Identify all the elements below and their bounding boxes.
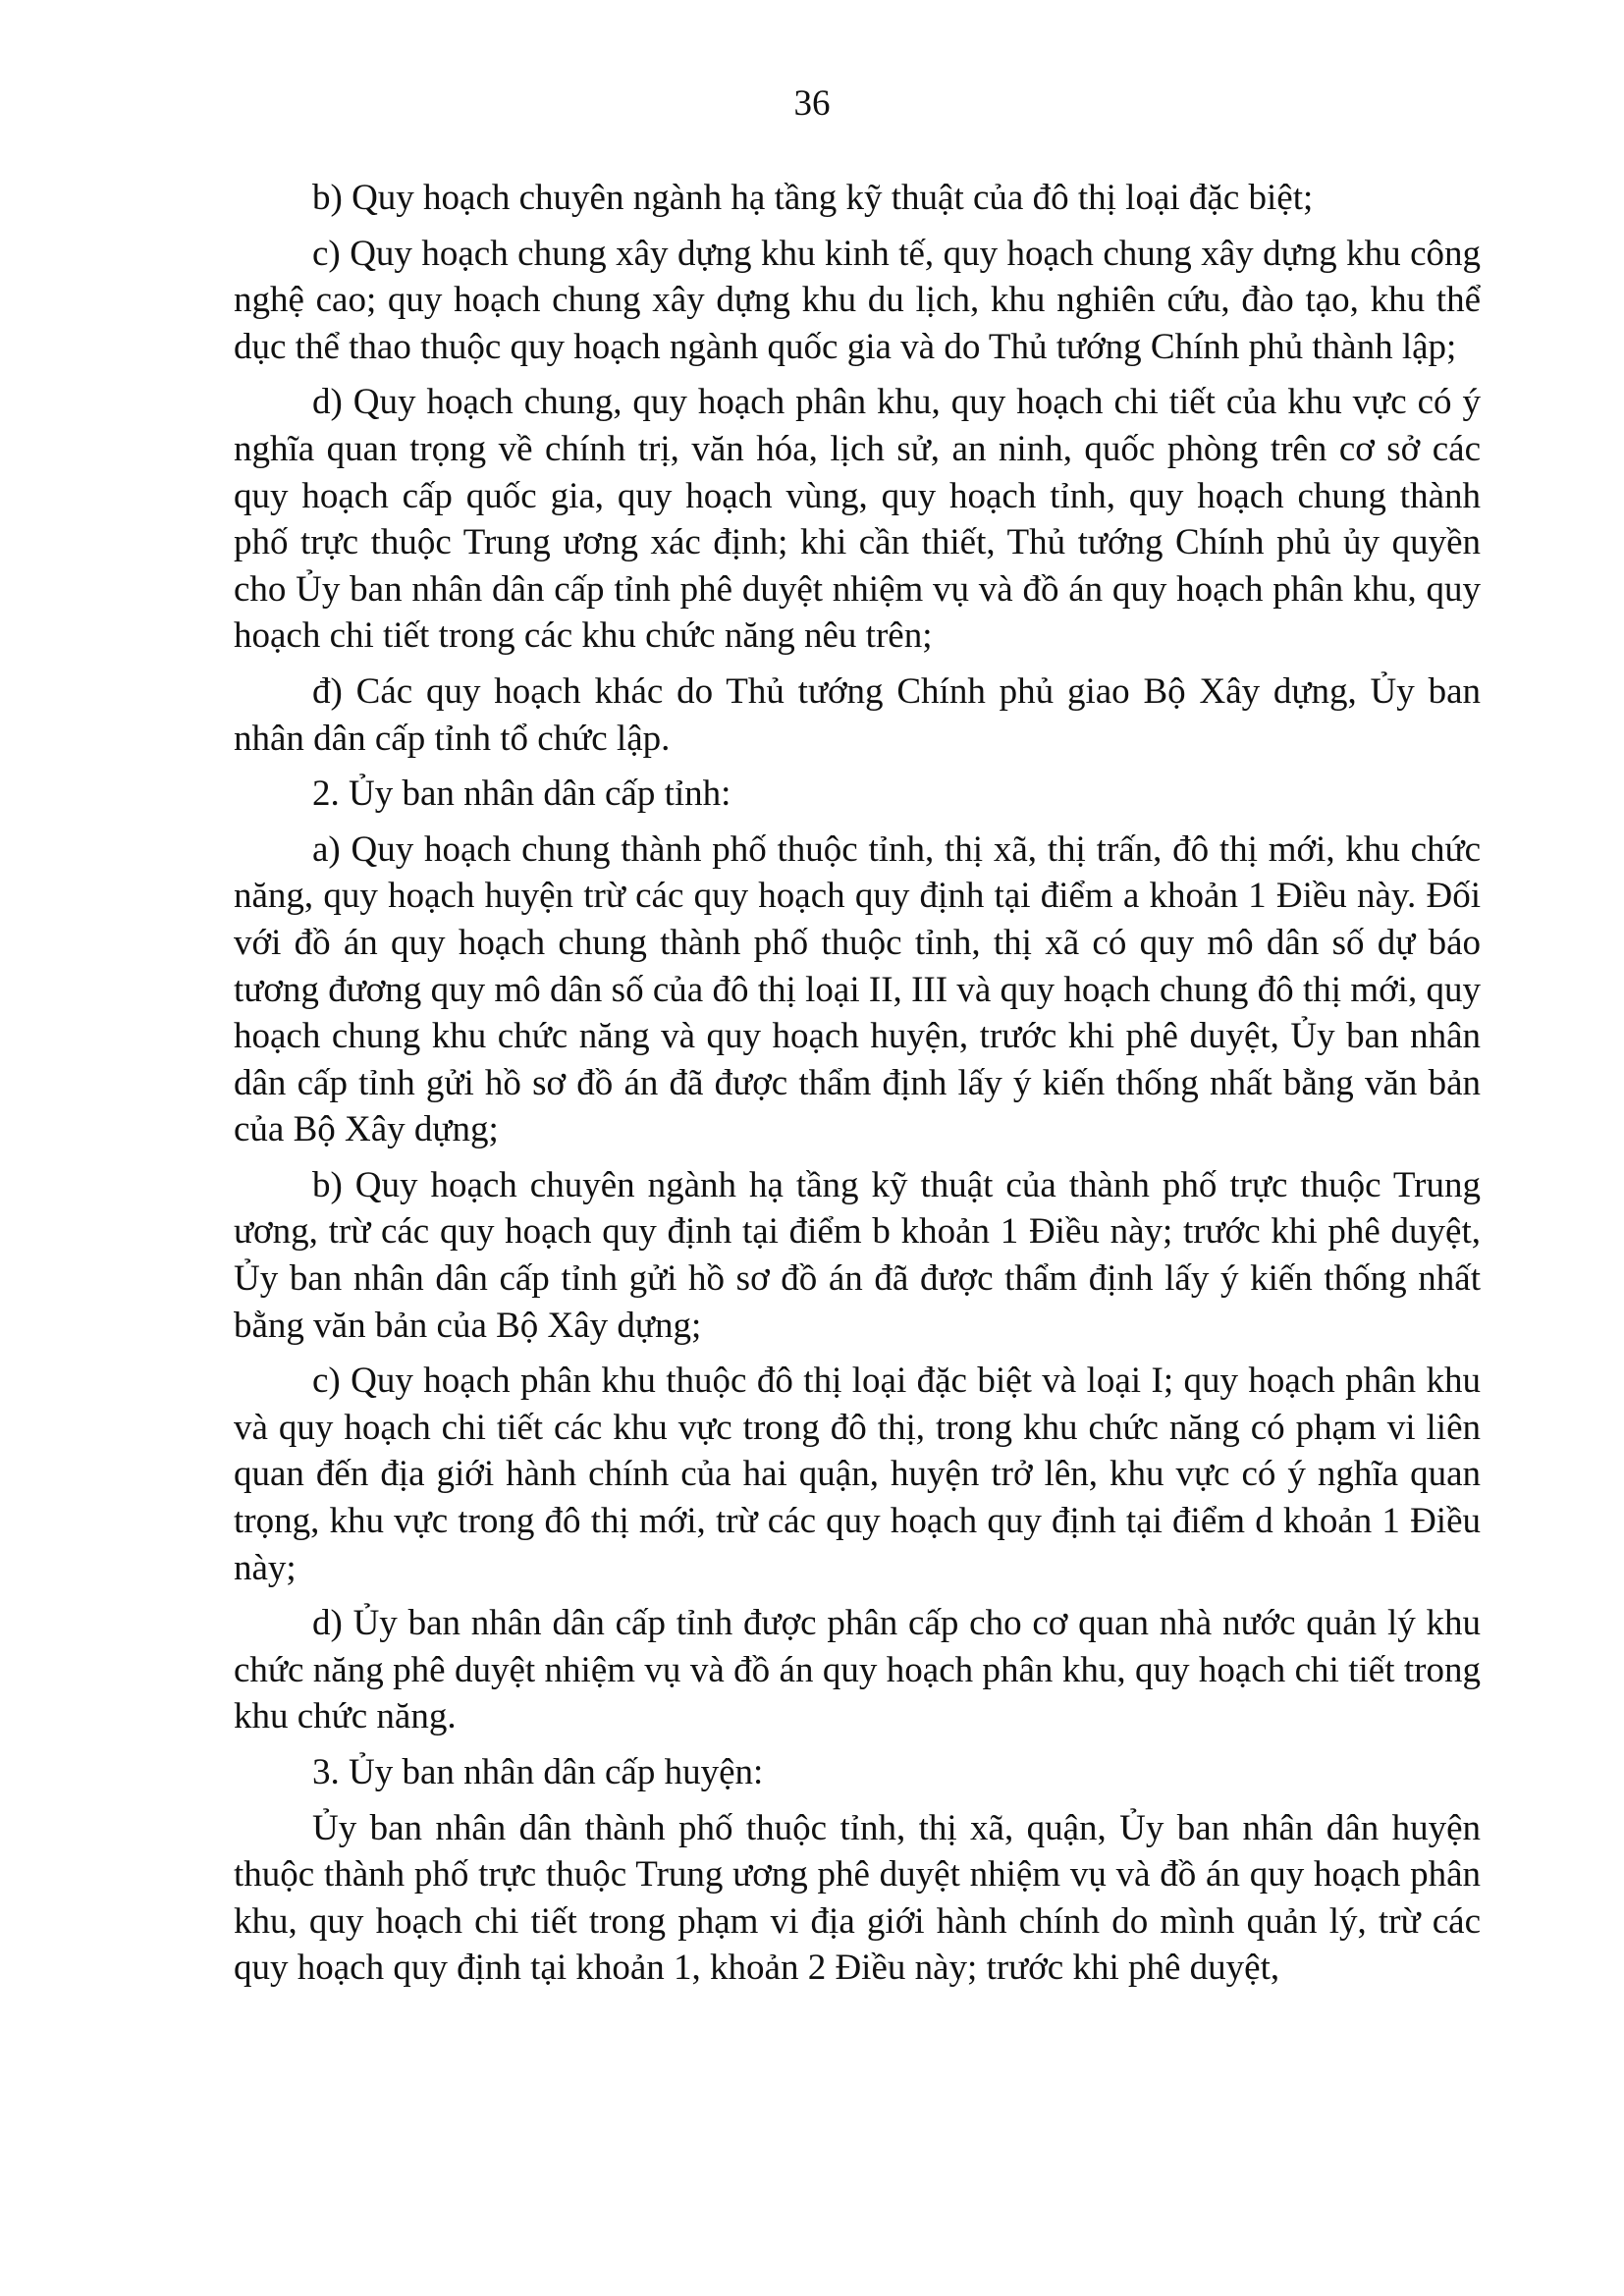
paragraph-1d: d) Quy hoạch chung, quy hoạch phân khu, quy hoạch chi tiết của khu vực có ý nghĩa quan trọng về chính trị, văn hóa, lịch sử, an ninh, quốc phòng trên cơ sở các quy hoạch cấp quốc gia, quy hoạch vùng, quy hoạch tỉnh, quy hoạch chung thành phố trực thuộc Trung ương xác định; khi cần thiết, Thủ tướng Chính phủ ủy quyền cho Ủy ban nhân dân cấp tỉnh phê duyệt nhiệm vụ và đồ án quy hoạch phân khu, quy hoạch chi tiết trong các khu chức năng nêu trên; bbox=[234, 382, 1481, 657]
paragraph-2a: a) Quy hoạch chung thành phố thuộc tỉnh, thị xã, thị trấn, đô thị mới, khu chức năng, quy hoạch huyện trừ các quy hoạch quy định tại điểm a khoản 1 Điều này. Đối với đồ án quy hoạch chung thành phố thuộc tỉnh, thị xã có quy mô dân số dự báo tương đương quy mô dân số của đô thị loại II, III và quy hoạch chung đô thị mới, quy hoạch chung khu chức năng và quy hoạch huyện, trước khi phê duyệt, Ủy ban nhân dân cấp tỉnh gửi hồ sơ đồ án đã được thẩm định lấy ý kiến thống nhất bằng văn bản của Bộ Xây dựng; bbox=[234, 828, 1481, 1150]
paragraph-1b: b) Quy hoạch chuyên ngành hạ tầng kỹ thuật của đô thị loại đặc biệt; bbox=[312, 178, 1314, 218]
paragraph-2b: b) Quy hoạch chuyên ngành hạ tầng kỹ thuật của thành phố trực thuộc Trung ương, trừ các quy hoạch quy định tại điểm b khoản 1 Điều này; trước khi phê duyệt, Ủy ban nhân dân cấp tỉnh gửi hồ sơ đồ án đã được thẩm định lấy ý kiến thống nhất bằng văn bản của Bộ Xây dựng; bbox=[234, 1164, 1481, 1346]
paragraph-2c: c) Quy hoạch phân khu thuộc đô thị loại đặc biệt và loại I; quy hoạch phân khu và quy hoạch chi tiết các khu vực trong đô thị, trong khu chức năng có phạm vi liên quan đến địa giới hành chính của hai quận, huyện trở lên, khu vực có ý nghĩa quan trọng, khu vực trong đô thị mới, trừ các quy hoạch quy định tại điểm d khoản 1 Điều này; bbox=[234, 1361, 1481, 1588]
section-heading-3: 3. Ủy ban nhân dân cấp huyện: bbox=[312, 1752, 764, 1792]
paragraph-3-body: Ủy ban nhân dân thành phố thuộc tỉnh, thị xã, quận, Ủy ban nhân dân huyện thuộc thành phố trực thuộc Trung ương phê duyệt nhiệm vụ và đồ án quy hoạch phân khu, quy hoạch chi tiết trong phạm vi địa giới hành chính do mình quản lý, trừ các quy hoạch quy định tại khoản 1, khoản 2 Điều này; trước khi phê duyệt, bbox=[234, 1807, 1481, 1989]
page-number: 36 bbox=[793, 83, 831, 124]
section-heading-2: 2. Ủy ban nhân dân cấp tỉnh: bbox=[312, 774, 731, 815]
document-body bbox=[234, 175, 1481, 2001]
paragraph-1c: c) Quy hoạch chung xây dựng khu kinh tế, quy hoạch chung xây dựng khu công nghệ cao; quy hoạch chung xây dựng khu du lịch, khu nghiên cứu, đào tạo, khu thể dục thể thao thuộc quy hoạch ngành quốc gia và do Thủ tướng Chính phủ thành lập; bbox=[234, 233, 1481, 367]
paragraph-1dd: đ) Các quy hoạch khác do Thủ tướng Chính phủ giao Bộ Xây dựng, Ủy ban nhân dân cấp tỉnh tổ chức lập. bbox=[234, 670, 1481, 759]
paragraph-2d: d) Ủy ban nhân dân cấp tỉnh được phân cấp cho cơ quan nhà nước quản lý khu chức năng phê duyệt nhiệm vụ và đồ án quy hoạch phân khu, quy hoạch chi tiết trong khu chức năng. bbox=[234, 1603, 1481, 1737]
